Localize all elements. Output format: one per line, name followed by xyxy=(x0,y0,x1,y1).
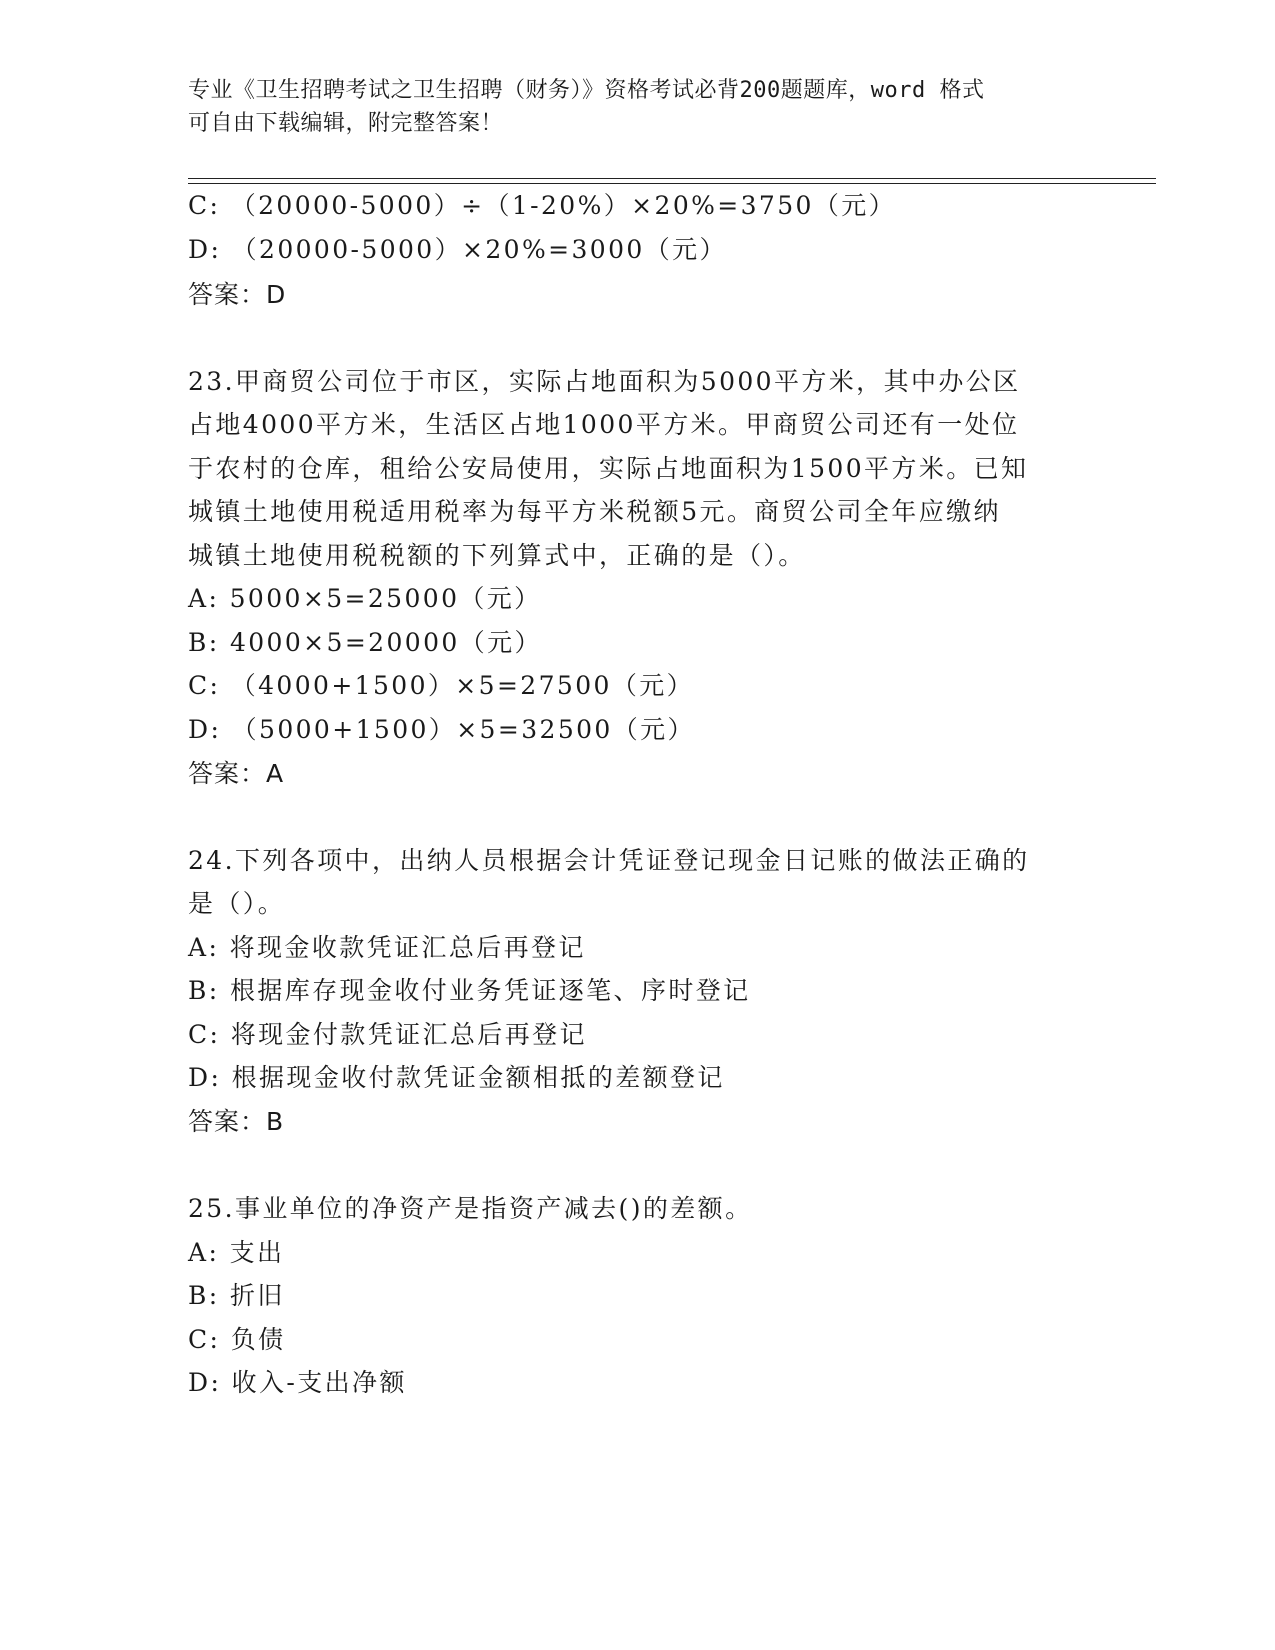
q22-answer: 答案：D xyxy=(188,280,287,309)
q24-stem-line-2: 是（）。 xyxy=(188,889,286,918)
header-divider-top xyxy=(188,178,1156,179)
q25-option-b: B: 折旧 xyxy=(188,1281,285,1310)
q23-option-c: C: （4000+1500）×5=27500（元） xyxy=(188,671,695,700)
q23-stem-line-1: 23.甲商贸公司位于市区，实际占地面积为5000平方米，其中办公区 xyxy=(188,367,1021,396)
q22-option-c: C: （20000-5000）÷（1-20%）×20%=3750（元） xyxy=(188,191,897,220)
q24-option-c: C: 将现金付款凭证汇总后再登记 xyxy=(188,1020,587,1049)
q24-option-d: D: 根据现金收付款凭证金额相抵的差额登记 xyxy=(188,1063,725,1092)
q24-answer: 答案：B xyxy=(188,1107,285,1136)
q22-option-d: D: （20000-5000）×20%=3000（元） xyxy=(188,235,727,264)
q24-option-a: A: 将现金收款凭证汇总后再登记 xyxy=(188,933,586,962)
q23-stem-line-3: 于农村的仓库，租给公安局使用，实际占地面积为1500平方米。已知 xyxy=(188,454,1029,483)
q25-option-c: C: 负债 xyxy=(188,1325,286,1354)
q23-stem-line-2: 占地4000平方米，生活区占地1000平方米。甲商贸公司还有一处位 xyxy=(188,410,1020,439)
q23-answer: 答案：A xyxy=(188,759,285,788)
q23-stem-line-5: 城镇土地使用税税额的下列算式中，正确的是（）。 xyxy=(188,541,806,570)
q23-option-a: A: 5000×5=25000（元） xyxy=(188,584,542,613)
q23-option-b: B: 4000×5=20000（元） xyxy=(188,628,542,657)
document-header xyxy=(188,74,1088,140)
header-line-1: 专业《卫生招聘考试之卫生招聘（财务）》资格考试必背200题题库，word 格式 xyxy=(188,78,985,103)
q24-stem-line-1: 24.下列各项中，出纳人员根据会计凭证登记现金日记账的做法正确的 xyxy=(188,846,1030,875)
q23-stem-line-4: 城镇土地使用税适用税率为每平方米税额5元。商贸公司全年应缴纳 xyxy=(188,497,1001,526)
header-line-2: 可自由下载编辑，附完整答案！ xyxy=(188,111,504,136)
header-divider-bottom xyxy=(188,183,1156,184)
q23-option-d: D: （5000+1500）×5=32500（元） xyxy=(188,715,695,744)
q25-stem-line-1: 25.事业单位的净资产是指资产减去()的差额。 xyxy=(188,1194,753,1223)
q25-option-a: A: 支出 xyxy=(188,1238,285,1267)
q25-option-d: D: 收入-支出净额 xyxy=(188,1368,407,1397)
q24-option-b: B: 根据库存现金收付业务凭证逐笔、序时登记 xyxy=(188,976,751,1005)
